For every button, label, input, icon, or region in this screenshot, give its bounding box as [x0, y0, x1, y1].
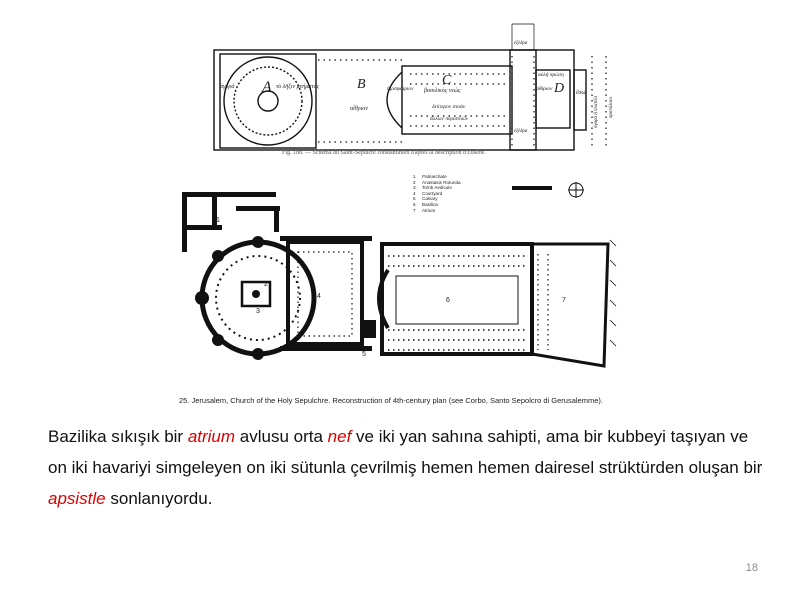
letter-c: C [442, 73, 452, 88]
highlight-apsistle: apsistle [48, 489, 106, 508]
plan-number-1: 1 [216, 217, 220, 224]
plan-legend [413, 174, 461, 213]
scale-bar [512, 186, 552, 190]
label-c-left: ἡμισφαίριον [387, 86, 414, 92]
legend-item: 5 Calvary [413, 196, 438, 202]
label-c-lower: ἄλλων περιστοῶν [430, 116, 469, 122]
text-part-3: ve iki yan sahına sahipti, ama bir kubbeyi taşıyan ve on iki havariyi simgeleyen on iki sütunla çevrilmiş hemen hemen dairesel strüktürden oluşan bir [48, 427, 763, 477]
legend-item: 7 Atrium [413, 207, 436, 213]
label-b-text: αἴθριον [350, 106, 368, 112]
plan-number-7: 7 [562, 297, 566, 304]
label-east: ἔσω [576, 90, 586, 96]
label-far-right-upper: ἀγορὰ ἡ πλατεῖα [594, 95, 599, 128]
label-a-text: τὸ λῆξιν μνήματος [276, 84, 320, 90]
legend-item: 6 Basilica [413, 201, 438, 207]
plan-number-2: 2 [264, 281, 268, 288]
letter-d: D [554, 81, 565, 96]
slide-number: 18 [745, 562, 758, 574]
plan-number-6: 6 [446, 297, 450, 304]
label-c-upper: δεύτερον στοάν [432, 104, 466, 110]
basilica-outline [382, 244, 532, 354]
label-d-text: αἴθριον [536, 86, 553, 92]
label-aisle-top: ἐξέδρα [514, 41, 528, 46]
plan-number-4: 4 [317, 293, 321, 300]
label-aisle-bottom: ἐξέδρα [514, 129, 528, 134]
label-d-upper: αὐλὴ πρώτη [538, 72, 564, 78]
label-c-mid: βασιλικὸς νεώς [424, 88, 461, 94]
top-figure-caption: Fig. 188. — Schéma du Saint-Sépulcre constantinien d'après la description d'Eusèbe. [282, 150, 486, 156]
rotunda-outer-circle [224, 57, 312, 145]
label-west: ἀγορά [220, 84, 235, 90]
basilica-outline [402, 66, 512, 134]
legend-item: 4 Courtyard [413, 190, 443, 196]
highlight-nef: nef [327, 427, 352, 446]
text-part-2: avlusu orta [235, 427, 328, 446]
plan-number-3: 3 [256, 308, 260, 315]
legend-item: 2 Anastasis Rotunda [413, 179, 461, 185]
legend-item: 3 Tomb Aedicule [413, 185, 452, 191]
propylaea [536, 70, 570, 128]
text-part-4: sonlanıyordu. [105, 489, 213, 508]
slide-body-text [48, 421, 768, 514]
holy-sepulchre-plan-figure [176, 170, 622, 408]
letter-a: A [262, 79, 272, 96]
letter-b: B [357, 77, 366, 92]
label-far-right-lower: προπύλαια [609, 96, 614, 118]
highlight-atrium: atrium [187, 427, 236, 446]
eusebius-plan-figure [212, 22, 620, 162]
plan-number-5: 5 [362, 351, 366, 358]
text-part-1: Bazilika sıkışık bir [48, 427, 188, 446]
bottom-figure-caption: 25. Jerusalem, Church of the Holy Sepulchre. Reconstruction of 4th-century plan (see Corbo, Santo Sepolcro di Gerusalemme). [179, 396, 603, 405]
calvary-rock [362, 320, 376, 338]
atrium-outline [532, 244, 608, 366]
legend-item: 1 Patriarchate [413, 174, 447, 179]
